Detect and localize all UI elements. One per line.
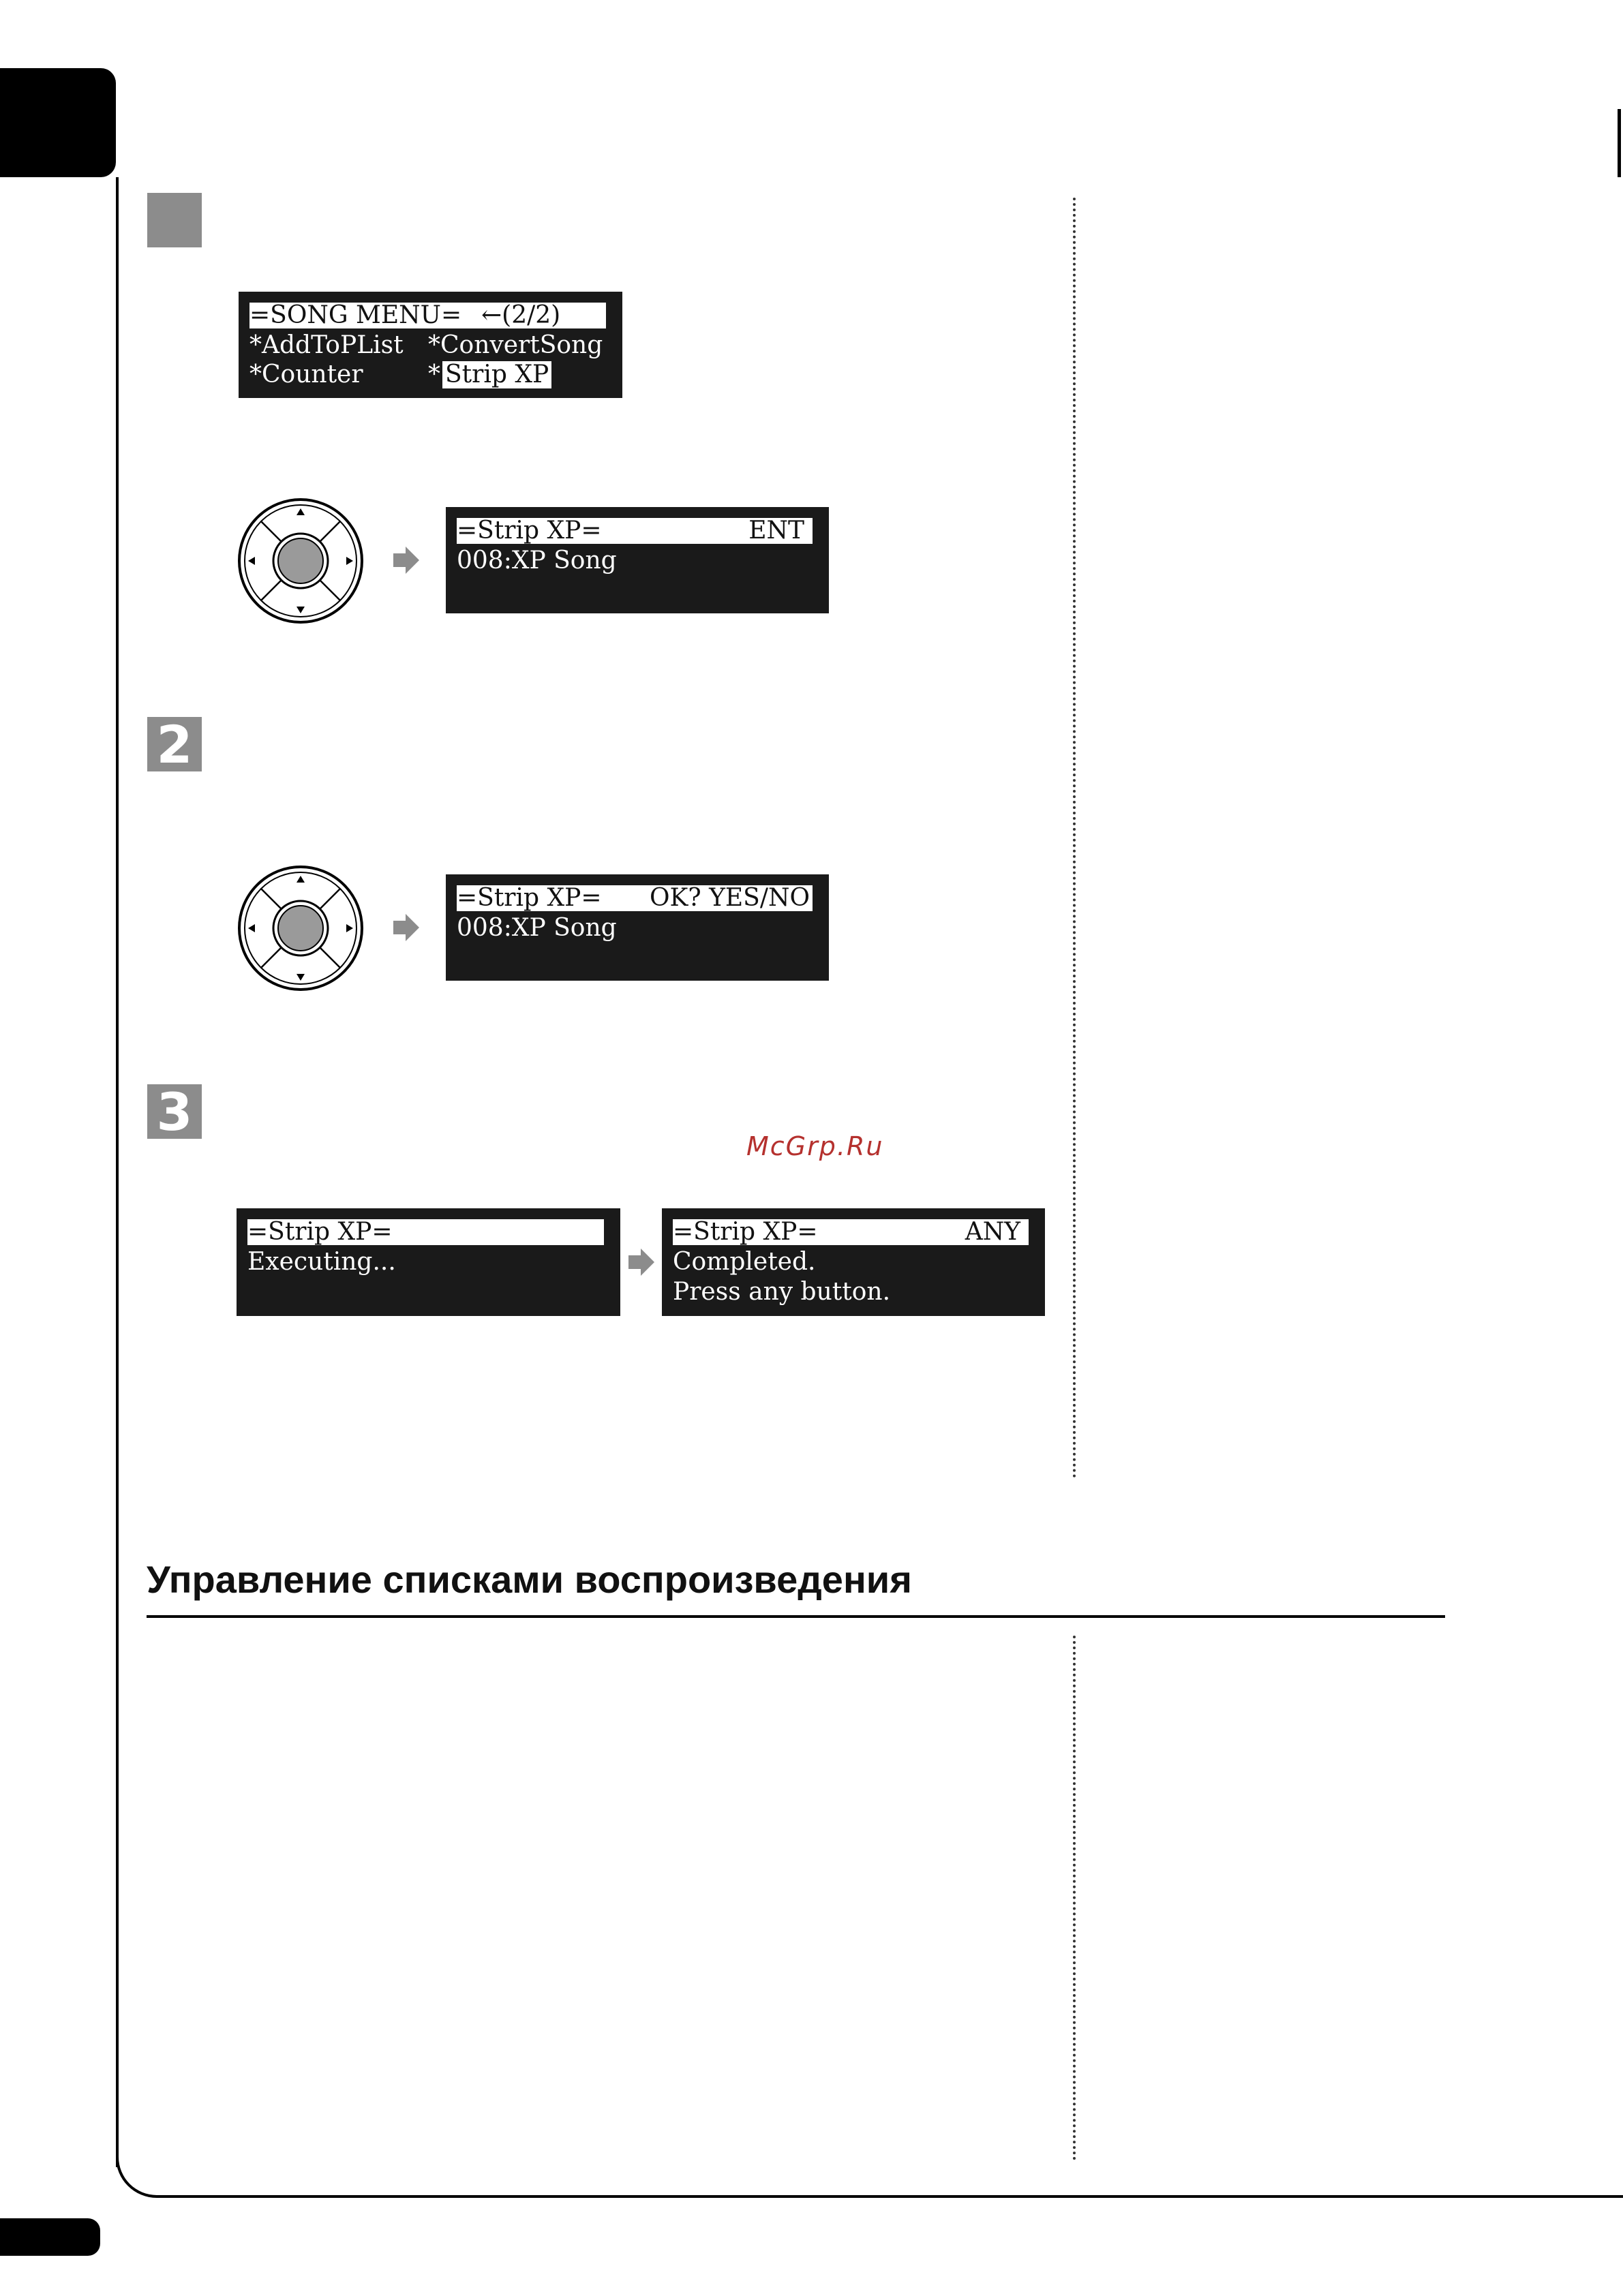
lcd-hint-any: ANY [965,1218,1020,1246]
lcd-title: =Strip XP= [457,884,602,912]
lcd-song-line: 008:XP Song [457,547,617,575]
frame-left-rule [116,177,119,2167]
menu-item-counter: *Counter [249,361,363,388]
frame-right-rule [1618,109,1621,177]
frame-corner [116,2133,164,2198]
lcd-strip-enter [446,507,829,613]
step-3-box [147,1081,202,1142]
page-number-tab [0,2218,100,2256]
lcd-strip-executing [237,1208,620,1316]
lcd-strip-confirm [446,874,829,981]
section-heading: Управление списками воспроизведения [147,1558,912,1601]
lcd-hint-ent: ENT [748,517,804,545]
menu-item-strip-star: * [428,361,440,388]
cursor-dial-icon [236,496,365,626]
menu-item-strip-xp-selected: Strip XP [442,361,551,388]
lcd-strip-completed [662,1208,1045,1316]
lcd-title: =Strip XP= [673,1218,818,1246]
lcd-hint-confirm: OK? YES/NO [649,884,810,912]
lcd-title: =SONG MENU= [249,301,462,329]
menu-item-convertsong: *ConvertSong [428,331,603,359]
lcd-status-line: Executing... [247,1248,396,1276]
column-separator-bottom [1073,1636,1076,2160]
step-number: 3 [156,1081,193,1142]
arrow-right-icon [626,1247,656,1277]
step-1-box [147,193,202,247]
menu-item-addtoplist: *AddToPList [249,331,404,359]
page-tab-top [0,68,116,177]
arrow-right-icon [391,545,421,575]
arrow-right-icon [391,913,421,943]
lcd-song-menu [239,292,622,398]
step-2-box [147,714,202,775]
watermark: McGrp.Ru [746,1131,884,1161]
lcd-title: =Strip XP= [457,517,602,545]
column-separator-top [1073,198,1076,1479]
frame-bottom-rule [160,2195,1623,2198]
step-number: 2 [156,714,193,775]
cursor-dial-icon [236,863,365,993]
lcd-title: =Strip XP= [247,1218,393,1246]
lcd-prompt-line: Press any button. [673,1278,891,1306]
lcd-page-indicator: ←(2/2) [481,301,561,329]
section-heading-rule [147,1615,1445,1618]
lcd-song-line: 008:XP Song [457,914,617,942]
lcd-status-line: Completed. [673,1248,816,1276]
